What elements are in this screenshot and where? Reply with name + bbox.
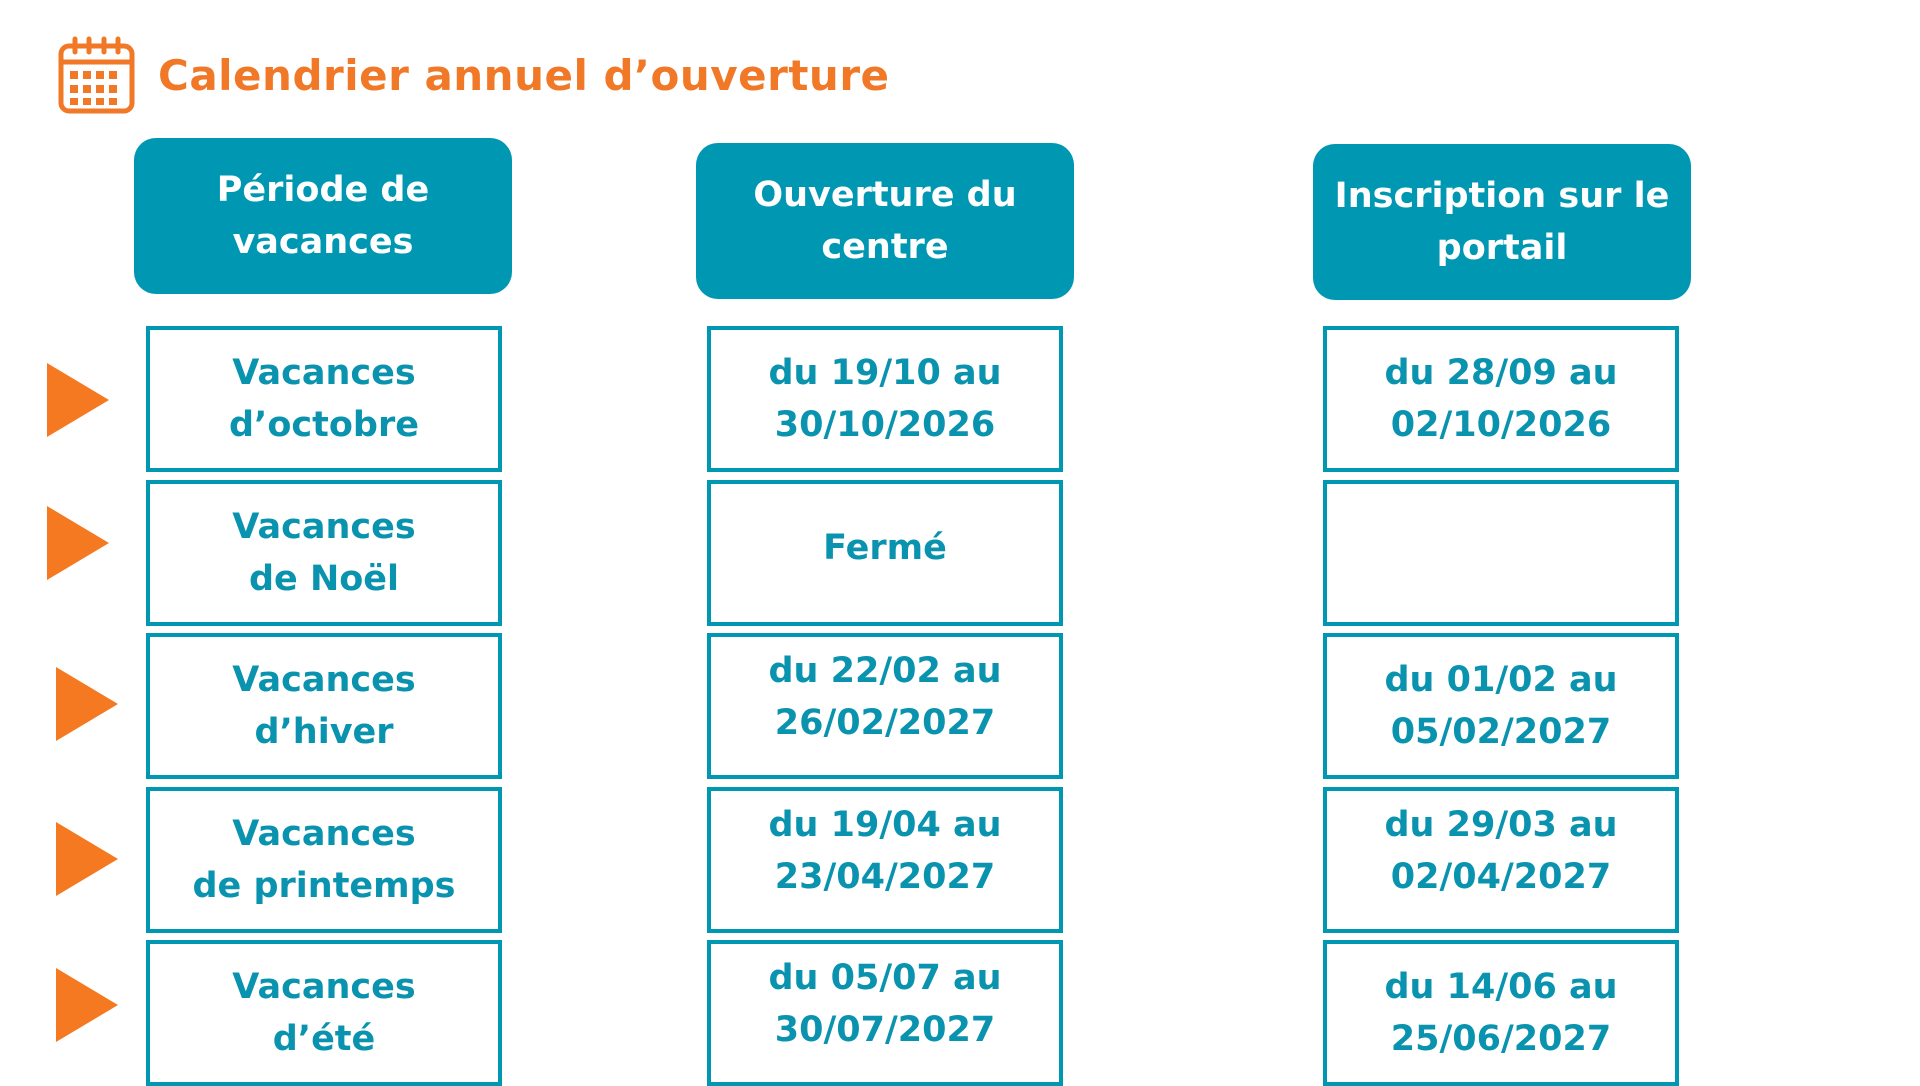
cell-period bbox=[146, 787, 502, 933]
cell-opening bbox=[707, 787, 1063, 933]
header-opening bbox=[696, 143, 1074, 299]
cell-period bbox=[146, 480, 502, 626]
cell-registration bbox=[1323, 326, 1679, 472]
registration-dates: du 28/09 au 02/10/2026 bbox=[1384, 353, 1618, 445]
page-title: Calendrier annuel d’ouverture bbox=[158, 50, 890, 100]
header-registration bbox=[1313, 144, 1691, 300]
registration-dates: du 14/06 au 25/06/2027 bbox=[1384, 967, 1618, 1059]
period-label: Vacances d’hiver bbox=[232, 660, 416, 752]
cell-registration bbox=[1323, 480, 1679, 626]
opening-dates: du 19/10 au 30/10/2026 bbox=[768, 353, 1002, 445]
cell-registration bbox=[1323, 787, 1679, 933]
opening-dates: du 19/04 au 23/04/2027 bbox=[768, 805, 1002, 897]
arrow-icon bbox=[47, 363, 109, 437]
header-registration-label: Inscription sur le portail bbox=[1334, 176, 1670, 268]
cell-period bbox=[146, 633, 502, 779]
arrow-icon bbox=[47, 506, 109, 580]
opening-dates: Fermé bbox=[823, 528, 947, 568]
opening-dates: du 22/02 au 26/02/2027 bbox=[768, 651, 1002, 743]
calendar-icon bbox=[57, 36, 136, 115]
header-opening-label: Ouverture du centre bbox=[753, 175, 1017, 267]
period-label: Vacances d’octobre bbox=[229, 353, 419, 445]
opening-dates: du 05/07 au 30/07/2027 bbox=[768, 958, 1002, 1050]
cell-opening bbox=[707, 940, 1063, 1086]
period-label: Vacances d’été bbox=[232, 967, 416, 1059]
title-row bbox=[57, 35, 890, 115]
cell-registration bbox=[1323, 633, 1679, 779]
cell-registration bbox=[1323, 940, 1679, 1086]
registration-dates: du 01/02 au 05/02/2027 bbox=[1384, 660, 1618, 752]
cell-opening bbox=[707, 326, 1063, 472]
header-period-label: Période de vacances bbox=[216, 170, 430, 262]
arrow-icon bbox=[56, 822, 118, 896]
cell-opening bbox=[707, 480, 1063, 626]
period-label: Vacances de Noël bbox=[232, 507, 416, 599]
registration-dates: du 29/03 au 02/04/2027 bbox=[1384, 805, 1618, 897]
cell-period bbox=[146, 326, 502, 472]
cell-opening bbox=[707, 633, 1063, 779]
arrow-icon bbox=[56, 968, 118, 1042]
header-period bbox=[134, 138, 512, 294]
cell-period bbox=[146, 940, 502, 1086]
period-label: Vacances de printemps bbox=[192, 814, 456, 906]
arrow-icon bbox=[56, 667, 118, 741]
